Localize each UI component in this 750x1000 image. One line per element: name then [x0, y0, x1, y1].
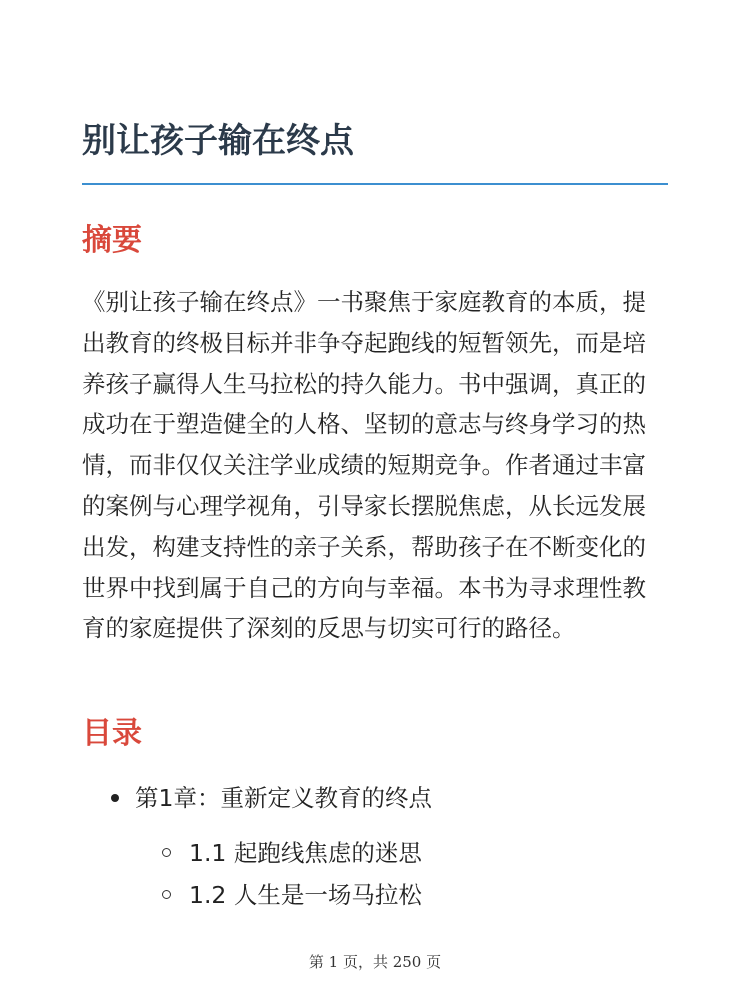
filled-bullet-icon	[111, 794, 119, 802]
page-number-footer: 第 1 页，共 250 页	[308, 953, 442, 971]
hollow-bullet-icon	[162, 848, 171, 857]
toc-section-list	[82, 832, 668, 916]
toc-chapter-label: 第1章：重新定义教育的终点	[135, 784, 432, 812]
toc-chapter-item	[82, 776, 668, 820]
toc-section-item	[82, 874, 668, 916]
hollow-bullet-icon	[162, 890, 171, 899]
toc-section-item	[82, 832, 668, 874]
toc-section-group	[82, 832, 668, 916]
title-divider	[82, 183, 668, 185]
toc-section-label: 1.1 起跑线焦虑的迷思	[189, 839, 422, 867]
toc-section-label: 1.2 人生是一场马拉松	[189, 881, 422, 909]
abstract-paragraph: 《别让孩子输在终点》一书聚焦于家庭教育的本质，提出教育的终极目标并非争夺起跑线的短暂领先，而是培养孩子赢得人生马拉松的持久能力。书中强调，真正的成功在于塑造健全的人格、坚韧的意志与终身学习的热情，而非仅仅关注学业成绩的短期竞争。作者通过丰富的案例与心理学视角，引导家长摆脱焦虑，从长远发展出发，构建支持性的亲子关系，帮助孩子在不断变化的世界中找到属于自己的方向与幸福。本书为寻求理性教育的家庭提供了深刻的反思与切实可行的路径。	[82, 288, 646, 643]
abstract-heading: 摘要	[82, 223, 142, 258]
toc-heading: 目录	[82, 716, 142, 751]
document-title: 别让孩子输在终点	[82, 121, 354, 161]
document-page	[82, 0, 668, 1000]
toc-list	[82, 776, 668, 916]
